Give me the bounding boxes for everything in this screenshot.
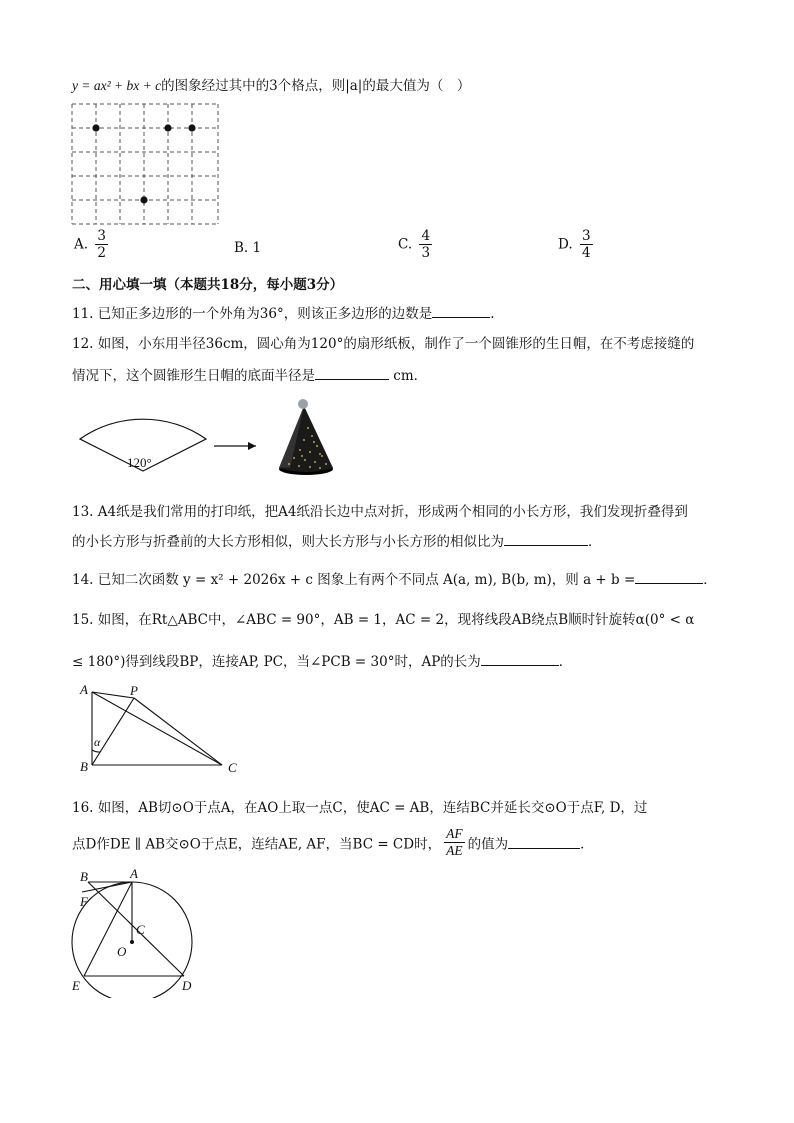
q16-figure bbox=[68, 868, 208, 998]
alpha-arc bbox=[92, 750, 100, 752]
sector-angle-label: 120° bbox=[127, 455, 152, 470]
center-dot bbox=[130, 940, 134, 944]
q12-line1: 12. 如图，小东用半径36cm，圆心角为120°的扇形纸板，制作了一个圆锥形的生日帽，在不考虑接缝的 bbox=[72, 336, 695, 352]
grid-point bbox=[164, 124, 171, 131]
arrow-icon bbox=[248, 442, 256, 450]
cone-hat-icon bbox=[279, 399, 333, 475]
q16-line1: 16. 如图，AB切⊙O于点A，在AO上取一点C，使AC = AB，连结BC并延长交⊙O于点F, D，过 bbox=[72, 800, 648, 816]
q10-option-a: A. $\frac{3}{2}$ bbox=[74, 228, 106, 261]
answer-blank[interactable] bbox=[504, 533, 588, 546]
answer-blank[interactable] bbox=[635, 571, 703, 584]
q16-line2: 点D作DE ∥ AB交⊙O于点E，连结AE, AF，当BC = CD时， $\frac{AF}{AE}$ 的值为 ． bbox=[72, 826, 594, 858]
label-a: A bbox=[80, 682, 88, 697]
q16-fraction: $\frac{AF}{AE}$ bbox=[446, 826, 463, 858]
answer-blank[interactable] bbox=[432, 305, 490, 318]
option-a-fraction: $\frac{3}{2}$ bbox=[97, 228, 106, 261]
label-alpha: α bbox=[94, 735, 101, 749]
q15-figure bbox=[72, 680, 248, 778]
grid-point bbox=[92, 124, 99, 131]
q12-line2: 情况下，这个圆锥形生日帽的底面半径是 cm． bbox=[72, 368, 428, 384]
option-d-fraction: $\frac{3}{4}$ bbox=[581, 228, 591, 261]
answer-blank[interactable] bbox=[508, 836, 580, 849]
q15-line1: 15. 如图，在Rt△ABC中，∠ABC = 90°，AB = 1，AC = 2，现将线段AB绕点B顺时针旋转α(0° < α bbox=[72, 612, 695, 628]
q10-option-b: B. 1 bbox=[234, 240, 262, 256]
grid-point bbox=[140, 196, 147, 203]
label-c: C bbox=[136, 922, 145, 937]
q11: 11. 已知正多边形的一个外角为36°，则该正多边形的边数是 . bbox=[72, 306, 495, 322]
q13-line1: 13. A4纸是我们常用的打印纸，把A4纸沿长边中点对折，形成两个相同的小长方形，我们发现折叠得到 bbox=[72, 504, 688, 520]
option-c-fraction: $\frac{4}{3}$ bbox=[421, 228, 431, 261]
label-f: F bbox=[80, 894, 88, 909]
segment-bp bbox=[92, 698, 134, 765]
section-title: 二、用心填一填（本题共18分，每小题3分） bbox=[72, 277, 344, 293]
label-p: P bbox=[130, 683, 138, 698]
label-c: C bbox=[228, 760, 237, 775]
q12-figure bbox=[72, 396, 342, 478]
q10-stem-text: 的图象经过其中的3个格点，则|a|的最大值为（ ） bbox=[161, 78, 471, 94]
q10-formula: y = ax² + bx + c bbox=[72, 78, 162, 93]
answer-blank[interactable] bbox=[481, 653, 559, 666]
label-o: O bbox=[117, 944, 127, 959]
label-a: A bbox=[130, 868, 138, 881]
q10-grid-figure bbox=[70, 102, 222, 226]
label-d: D bbox=[182, 978, 192, 993]
q10-option-d: D. $\frac{3}{4}$ bbox=[558, 228, 591, 261]
q14: 14. 已知二次函数 y = x² + 2026x + c 图象上有两个不同点 A(a, m), B(b, m)，则 a + b = ． bbox=[72, 572, 717, 588]
label-e: E bbox=[72, 978, 80, 993]
answer-blank[interactable] bbox=[315, 367, 389, 380]
label-b: B bbox=[80, 759, 88, 774]
segment-ac bbox=[92, 692, 222, 765]
q10-stem bbox=[72, 74, 470, 94]
line-ae bbox=[84, 882, 132, 976]
label-b: B bbox=[80, 869, 88, 884]
q10-option-c: C. $\frac{4}{3}$ bbox=[398, 228, 431, 261]
grid-point bbox=[188, 124, 195, 131]
segment-pc bbox=[134, 698, 222, 765]
q15-line2: ≤ 180°)得到线段BP，连接AP, PC，当∠PCB = 30°时，AP的长为 ． bbox=[72, 654, 573, 670]
q13-line2: 的小长方形与折叠前的大长方形相似，则大长方形与小长方形的相似比为 ． bbox=[72, 534, 602, 550]
